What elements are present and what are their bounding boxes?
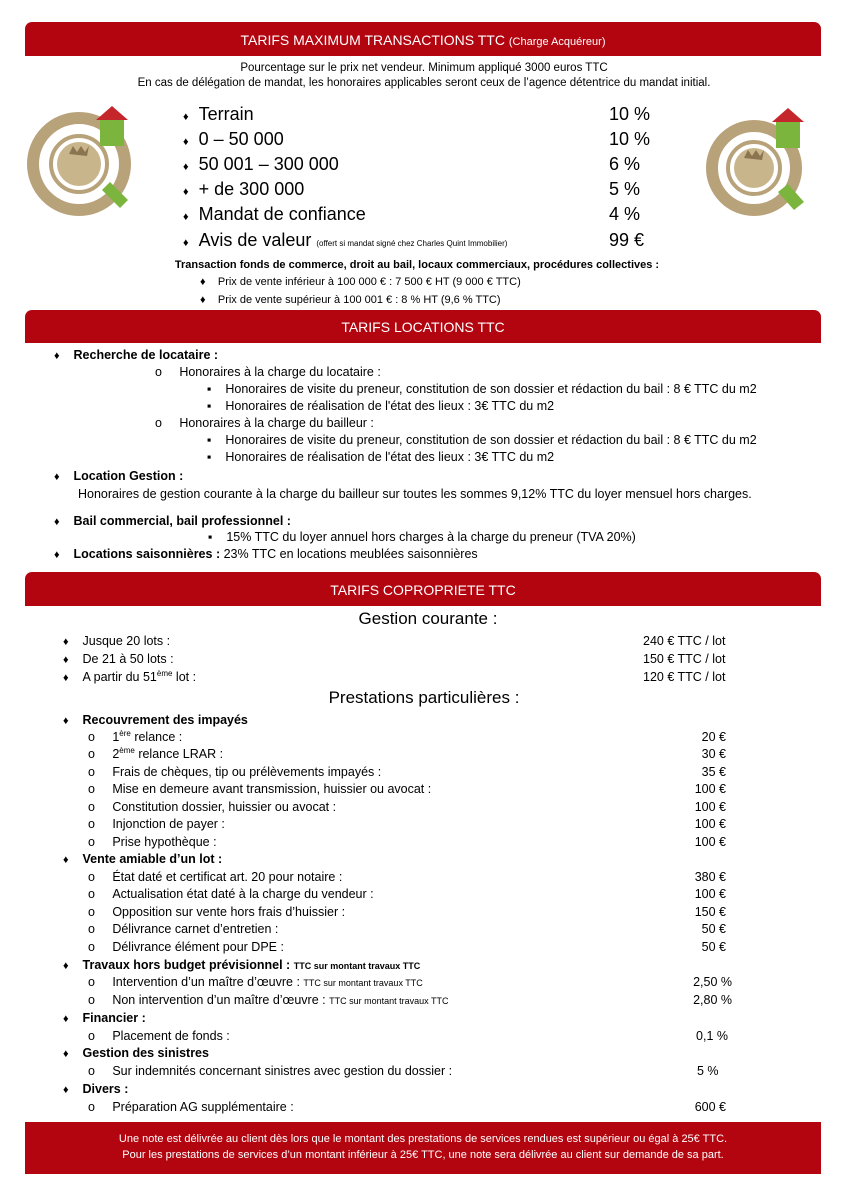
relance-1-row: o 1ère relance : <box>88 728 183 744</box>
circle-icon: o <box>88 765 95 779</box>
travaux-row: o Non intervention d’un maître d’œuvre : TTC sur montant travaux TTC <box>88 993 449 1007</box>
square-icon: ▪ <box>208 530 213 544</box>
ag-value: 600 € <box>694 1100 726 1114</box>
sinistres-heading: ♦ Gestion des sinistres <box>63 1046 209 1060</box>
square-icon: ▪ <box>207 382 212 396</box>
vente-value: 380 € <box>694 870 726 884</box>
gestion-courante-heading: Gestion courante : <box>358 609 498 628</box>
lots-value: 150 € TTC / lot <box>643 652 726 666</box>
diamond-icon: ♦ <box>63 1084 69 1096</box>
circle-icon: o <box>88 1100 95 1114</box>
transactions-intro-1: Pourcentage sur le prix net vendeur. Minimum appliqué 3000 euros TTC <box>240 62 608 74</box>
fonds-title: Transaction fonds de commerce, droit au bail, locaux commerciaux, procédures collectives : <box>174 259 660 271</box>
footer-line-2: Pour les prestations de services d’un montant inférieur à 25€ TTC, une note sera délivrée au client sur demande de sa part. <box>122 1149 724 1161</box>
footer-line-1: Une note est délivrée au client dès lors que le montant des prestations de services rendues est supérieur ou égal à 25€ TTC. <box>118 1133 728 1145</box>
diamond-icon: ♦ <box>183 136 189 148</box>
travaux-row: o Intervention d’un maître d’œuvre : TTC sur montant travaux TTC <box>88 975 423 989</box>
ag-row: o Préparation AG supplémentaire : <box>88 1100 294 1114</box>
circle-icon: o <box>88 730 95 744</box>
circle-icon: o <box>88 975 95 989</box>
diamond-icon: ♦ <box>200 276 206 288</box>
fonds-item: ♦ Prix de vente inférieur à 100 000 € : 7 500 € HT (9 000 € TTC) <box>200 276 521 288</box>
circle-icon: o <box>88 993 95 1007</box>
recouvrement-value: 100 € <box>694 800 726 814</box>
recouvrement-row: o Prise hypothèque : <box>88 835 217 849</box>
transaction-value: 10 % <box>609 129 651 149</box>
transaction-value: 99 € <box>609 230 645 250</box>
recouvrement-row: o Constitution dossier, huissier ou avocat : <box>88 800 337 814</box>
diamond-icon: ♦ <box>63 1048 69 1060</box>
transaction-row: ♦ + de 300 000 <box>183 179 305 199</box>
relance-2-row: o 2ème relance LRAR : <box>88 745 224 761</box>
recouvrement-value: 100 € <box>694 835 726 849</box>
transaction-row: ♦ 0 – 50 000 <box>183 129 284 149</box>
lots-row: ♦ Jusque 20 lots : <box>63 634 171 648</box>
diamond-icon: ♦ <box>183 161 189 173</box>
circle-icon: o <box>88 905 95 919</box>
placement-value: 0,1 % <box>696 1029 728 1043</box>
vente-row: o Actualisation état daté à la charge du vendeur : <box>88 887 374 901</box>
divers-heading: ♦ Divers : <box>63 1082 129 1096</box>
transaction-value: 10 % <box>609 104 651 124</box>
recherche-heading: ♦ Recherche de locataire : <box>54 348 219 362</box>
transaction-value: 4 % <box>609 204 641 224</box>
recouvrement-value: 100 € <box>694 782 726 796</box>
transaction-value: 6 % <box>609 154 641 174</box>
recouvrement-row: o Injonction de payer : <box>88 817 225 831</box>
circle-icon: o <box>88 782 95 796</box>
recouvrement-heading: ♦ Recouvrement des impayés <box>63 713 248 727</box>
diamond-icon: ♦ <box>183 111 189 123</box>
bailleur-etat: ▪ Honoraires de réalisation de l'état des lieux : 3€ TTC du m2 <box>207 450 555 464</box>
diamond-icon: ♦ <box>63 854 69 866</box>
circle-icon: o <box>155 365 162 379</box>
vente-value: 100 € <box>694 887 726 901</box>
vente-row: o Opposition sur vente hors frais d’huissier : <box>88 905 346 919</box>
diamond-icon: ♦ <box>54 549 60 561</box>
locations-banner <box>25 310 821 343</box>
charles-quint-logo-left <box>24 102 134 222</box>
diamond-icon: ♦ <box>54 516 60 528</box>
vente-row: o Délivrance élément pour DPE : <box>88 940 284 954</box>
diamond-icon: ♦ <box>63 1013 69 1025</box>
bailleur-item: o Honoraires à la charge du bailleur : <box>155 416 374 430</box>
saison-item: ♦ Locations saisonnières : 23% TTC en locations meublées saisonnières <box>54 547 478 561</box>
vente-row: o Délivrance carnet d’entretien : <box>88 922 279 936</box>
circle-icon: o <box>155 416 162 430</box>
relance-1-value: 20 € <box>701 730 726 744</box>
diamond-icon: ♦ <box>54 350 60 362</box>
bailleur-visite: ▪ Honoraires de visite du preneur, constitution de son dossier et rédaction du bail : 8 € TTC du m2 <box>207 433 757 447</box>
lots-value: 120 € TTC / lot <box>643 670 726 684</box>
travaux-value: 2,50 % <box>693 975 732 989</box>
recouvrement-value: 35 € <box>701 765 726 779</box>
circle-icon: o <box>88 817 95 831</box>
recouvrement-row: o Frais de chèques, tip ou prélèvements impayés : <box>88 765 382 779</box>
circle-icon: o <box>88 870 95 884</box>
circle-icon: o <box>88 940 95 954</box>
relance-2-value: 30 € <box>701 747 726 761</box>
recouvrement-row: o Mise en demeure avant transmission, huissier ou avocat : <box>88 782 432 796</box>
diamond-icon: ♦ <box>63 960 69 972</box>
bail-heading: ♦ Bail commercial, bail professionnel : <box>54 514 291 528</box>
lots-row: ♦ A partir du 51ème lot : <box>63 668 197 684</box>
recouvrement-value: 100 € <box>694 817 726 831</box>
sinistres-value: 5 % <box>697 1064 719 1078</box>
copro-banner <box>25 572 821 606</box>
diamond-icon: ♦ <box>183 237 189 249</box>
diamond-icon: ♦ <box>63 672 69 684</box>
circle-icon: o <box>88 747 95 761</box>
copro-title: TARIFS COPROPRIETE TTC <box>330 582 516 598</box>
locataire-item: o Honoraires à la charge du locataire : <box>155 365 381 379</box>
diamond-icon: ♦ <box>63 636 69 648</box>
financier-heading: ♦ Financier : <box>63 1011 146 1025</box>
circle-icon: o <box>88 887 95 901</box>
locataire-etat: ▪ Honoraires de réalisation de l'état des lieux : 3€ TTC du m2 <box>207 399 555 413</box>
vente-heading: ♦ Vente amiable d’un lot : <box>63 852 223 866</box>
transaction-value: 5 % <box>609 179 641 199</box>
square-icon: ▪ <box>207 399 212 413</box>
vente-row: o État daté et certificat art. 20 pour notaire : <box>88 870 343 884</box>
fonds-item: ♦ Prix de vente supérieur à 100 001 € : 8 % HT (9,6 % TTC) <box>200 294 501 306</box>
placement-row: o Placement de fonds : <box>88 1029 230 1043</box>
locataire-visite: ▪ Honoraires de visite du preneur, constitution de son dossier et rédaction du bail : 8 € TTC du m2 <box>207 382 757 396</box>
circle-icon: o <box>88 800 95 814</box>
footer-note <box>25 1122 821 1174</box>
square-icon: ▪ <box>207 433 212 447</box>
square-icon: ▪ <box>207 450 212 464</box>
vente-value: 150 € <box>694 905 726 919</box>
gestion-text: Honoraires de gestion courante à la charge du bailleur sur toutes les sommes 9,12% TTC du loyer mensuel hors charges. <box>78 487 752 501</box>
circle-icon: o <box>88 922 95 936</box>
transactions-intro-2: En cas de délégation de mandat, les honoraires applicables seront ceux de l’agence détentrice du mandat initial. <box>137 77 711 89</box>
transaction-row: ♦ Avis de valeur (offert si mandat signé chez Charles Quint Immobilier) <box>183 230 508 250</box>
prestations-heading: Prestations particulières : <box>328 688 520 707</box>
transactions-banner <box>25 22 821 56</box>
lots-value: 240 € TTC / lot <box>643 634 726 648</box>
diamond-icon: ♦ <box>200 294 206 306</box>
circle-icon: o <box>88 1029 95 1043</box>
diamond-icon: ♦ <box>54 471 60 483</box>
circle-icon: o <box>88 835 95 849</box>
transaction-row: ♦ 50 001 – 300 000 <box>183 154 339 174</box>
bail-text: ▪ 15% TTC du loyer annuel hors charges à la charge du preneur (TVA 20%) <box>208 530 636 544</box>
vente-value: 50 € <box>701 922 726 936</box>
diamond-icon: ♦ <box>63 715 69 727</box>
transactions-title-note: (Charge Acquéreur) <box>508 36 606 48</box>
sinistres-row: o Sur indemnités concernant sinistres avec gestion du dossier : <box>88 1064 453 1078</box>
circle-icon: o <box>88 1064 95 1078</box>
charles-quint-logo-right <box>704 106 814 226</box>
diamond-icon: ♦ <box>63 654 69 666</box>
transaction-row: ♦ Mandat de confiance <box>183 204 366 224</box>
gestion-heading: ♦ Location Gestion : <box>54 469 184 483</box>
lots-row: ♦ De 21 à 50 lots : <box>63 652 174 666</box>
travaux-value: 2,80 % <box>693 993 732 1007</box>
travaux-heading: ♦ Travaux hors budget prévisionnel : TTC sur montant travaux TTC <box>63 958 421 972</box>
diamond-icon: ♦ <box>183 211 189 223</box>
diamond-icon: ♦ <box>183 186 189 198</box>
vente-value: 50 € <box>701 940 726 954</box>
transaction-row: ♦ Terrain <box>183 104 254 124</box>
transactions-title: TARIFS MAXIMUM TRANSACTIONS TTC <box>240 32 505 48</box>
locations-title: TARIFS LOCATIONS TTC <box>341 319 505 335</box>
